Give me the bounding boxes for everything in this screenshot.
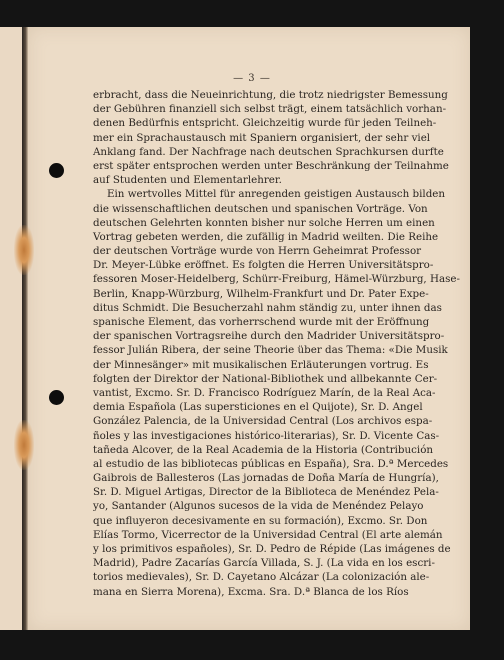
text-line: erbracht, dass die Neueinrichtung, die trotz niedrigster Bemessung (93, 89, 448, 101)
text-line: deutschen Gelehrten konnten bisher nur solche Herren um einen (93, 216, 435, 229)
text-line: Ein wertvolles Mittel für anregenden geistigen Austausch bilden (107, 188, 446, 201)
text-line: Vortrag gebeten werden, die zufällig in Madrid weilten. Die Reihe (93, 230, 439, 243)
text-line: auf Studenten und Elementarlehrer. (93, 174, 282, 187)
text-line: yo, Santander (Algunos sucesos de la vida de Menéndez Pelayo (93, 500, 424, 513)
punch-hole-bottom (49, 390, 64, 405)
text-line: y los primitivos españoles), Sr. D. Pedro de Répide (Las imágenes de (93, 543, 451, 555)
text-line: mer ein Sprachaustausch mit Spaniern organisiert, der sehr viel (93, 131, 431, 144)
text-line: vantist, Excmo. Sr. D. Francisco Rodríguez Marín, de la Real Aca- (93, 386, 436, 399)
rust-stain-bottom (14, 420, 34, 470)
text-line: fessoren Moser-Heidelberg, Schürr-Freiburg, Hämel-Würzburg, Hase- (93, 273, 460, 286)
text-line: Anklang fand. Der Nachfrage nach deutschen Sprachkursen durfte (93, 145, 444, 158)
text-line: ditus Schmidt. Die Besucherzahl nahm ständig zu, unter ihnen das (93, 301, 442, 314)
text-line: denen Bedürfnis entspricht. Gleichzeitig wurde für jeden Teilneh- (93, 117, 437, 130)
text-line: Dr. Meyer-Lübke eröffnet. Es folgten die Herren Universitätspro- (93, 259, 434, 272)
text-line: die wissenschaftlichen deutschen und spanischen Vorträge. Von (93, 202, 428, 215)
text-line: Elías Tormo, Vicerrector de la Universidad Central (El arte alemán (93, 528, 443, 541)
paragraph-1 (93, 88, 449, 187)
body-text (93, 88, 460, 599)
rust-stain-top (14, 225, 34, 275)
text-line: torios medievales), Sr. D. Cayetano Alcázar (La colonización ale- (93, 571, 430, 584)
text-line: Gaibrois de Ballesteros (Las jornadas de Doña María de Hungría), (93, 472, 439, 485)
page-number: — 3 — (233, 73, 271, 84)
text-line: der Minnesänger» mit musikalischen Erläuterungen vortrug. Es (93, 358, 429, 371)
text-line: Sr. D. Miguel Artigas, Director de la Biblioteca de Menéndez Pela- (93, 486, 439, 499)
text-line: que influyeron decesivamente en su formación), Excmo. Sr. Don (93, 514, 428, 527)
text-line: der deutschen Vorträge wurde von Herrn Geheimrat Professor (93, 245, 422, 258)
text-line: der Gebühren finanziell sich selbst trägt, einem tatsächlich vorhan- (93, 103, 447, 116)
text-line: fessor Julián Ribera, der seine Theorie über das Thema: «Die Musik (93, 344, 448, 357)
text-line: tañeda Alcover, de la Real Academia de la Historia (Contribución (93, 443, 434, 456)
text-line: erst später entsprochen werden unter Beschränkung der Teilnahme (93, 159, 449, 172)
text-line: González Palencia, de la Universidad Central (Los archivos espa- (93, 415, 433, 428)
punch-hole-top (49, 163, 64, 178)
text-line: mana en Sierra Morena), Excma. Sra. D.ª Blanca de los Ríos (93, 585, 409, 598)
text-line: spanische Element, das vorherrschend wurde mit der Eröffnung (93, 316, 430, 328)
text-line: Berlin, Knapp-Würzburg, Wilhelm-Frankfurt und Dr. Pater Expe- (93, 287, 429, 300)
text-line: demia Española (Las supersticiones en el Quijote), Sr. D. Angel (93, 401, 423, 414)
text-line: der spanischen Vortragsreihe durch den Madrider Universitätspro- (93, 330, 445, 343)
text-line: ñoles y las investigaciones histórico-literarias), Sr. D. Vicente Cas- (93, 429, 440, 442)
text-line: al estudio de las bibliotecas públicas en España), Sra. D.ª Mercedes (93, 457, 449, 470)
text-line: folgten der Direktor der National-Bibliothek und allbekannte Cer- (93, 372, 438, 385)
text-line: Madrid), Padre Zacarías García Villada, S. J. (La vida en los escri- (93, 557, 435, 570)
paragraph-2 (93, 187, 460, 598)
facing-page-edge (0, 27, 23, 630)
